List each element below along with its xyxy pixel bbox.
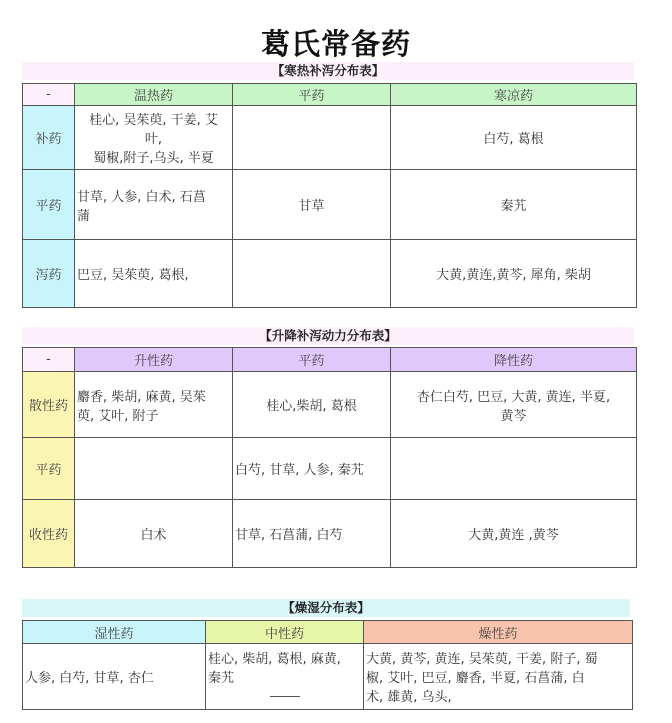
cell-line: 叶, <box>144 132 163 147</box>
table-row <box>23 500 637 568</box>
table-cell <box>391 438 637 500</box>
cell-line: 椒, 艾叶, 巴豆, 麝香, 半夏, 石菖蒲, 白 <box>366 671 585 686</box>
table-cell <box>206 644 364 710</box>
cell-line: 甘草 <box>298 199 325 214</box>
cell-line: 大黄, 黄芩, 黄连, 吴茱萸, 干姜, 附子, 蜀 <box>366 652 598 667</box>
column-header-neutral: 平药 <box>233 348 391 372</box>
table1-title: 【寒热补泻分布表】 <box>22 62 634 80</box>
row-header-tonify: 补药 <box>23 106 75 170</box>
table-row <box>23 240 637 308</box>
column-header-neutral: 中性药 <box>206 621 364 644</box>
table-cell <box>75 500 233 568</box>
cold-heat-table <box>22 83 637 308</box>
cell-line: 大黄,黄连,黄芩, 犀角, 柴胡 <box>436 268 591 283</box>
table-cell <box>233 106 391 170</box>
table-cell <box>23 644 206 710</box>
table-cell <box>233 372 391 438</box>
column-header-cold: 寒凉药 <box>391 84 637 106</box>
table-row <box>23 438 637 500</box>
column-header-damp: 湿性药 <box>23 621 206 644</box>
table-cell <box>233 500 391 568</box>
cell-line: 大黄,黄连 ,黄芩 <box>468 528 559 543</box>
table2-title: 【升降补泻动力分布表】 <box>22 327 634 345</box>
column-header-warm: 温热药 <box>75 84 233 106</box>
table-header-row <box>23 348 637 372</box>
table-cell <box>233 240 391 308</box>
dry-damp-table <box>22 620 633 710</box>
table-header-row <box>23 621 633 644</box>
cell-line: 巴豆, 吴茱萸, 葛根, <box>77 268 189 283</box>
cell-line: 麝香, 柴胡, 麻黄, 吴茱 <box>77 389 206 405</box>
table-cell <box>233 170 391 240</box>
column-header-ascending: 升性药 <box>75 348 233 372</box>
cell-line: 蒲 <box>77 208 91 224</box>
cell-line: 甘草, 石菖蒲, 白芍 <box>235 528 343 543</box>
table-cell <box>391 500 637 568</box>
row-header-dispersing: 散性药 <box>23 372 75 438</box>
cell-line: 萸, 艾叶, 附子 <box>77 408 159 424</box>
cell-line: 白芍, 甘草, 人参, 秦艽 <box>235 463 364 478</box>
table-row <box>23 106 637 170</box>
row-header-purge: 泻药 <box>23 240 75 308</box>
table-cell <box>391 106 637 170</box>
cell-line: 秦艽 <box>208 671 235 686</box>
table-cell <box>391 240 637 308</box>
corner-cell: - <box>23 348 75 372</box>
row-header-astringent: 收性药 <box>23 500 75 568</box>
cell-line: 秦艽 <box>500 199 527 214</box>
cell-line: 术, 雄黄, 乌头, <box>366 690 452 705</box>
column-header-neutral: 平药 <box>233 84 391 106</box>
row-header-neutral: 平药 <box>23 170 75 240</box>
cell-line: 杏仁白芍, 巴豆, 大黄, 黄连, 半夏, <box>416 390 611 405</box>
table-cell <box>391 372 637 438</box>
table-cell <box>75 240 233 308</box>
table-row <box>23 372 637 438</box>
table-cell <box>75 106 233 170</box>
cell-line: 人参, 白芍, 甘草, 杏仁 <box>25 671 154 686</box>
table-cell <box>75 438 233 500</box>
cell-line: 黄芩 <box>500 409 527 424</box>
cell-line: 桂心, 吴茱萸, 干姜, 艾 <box>89 113 218 128</box>
table-header-row <box>23 84 637 106</box>
cell-line: 蜀椒,附子,乌头, 半夏 <box>93 151 214 166</box>
table-cell <box>75 372 233 438</box>
ascend-descend-table <box>22 347 637 568</box>
column-header-descending: 降性药 <box>391 348 637 372</box>
table-row <box>23 170 637 240</box>
table-cell <box>364 644 633 710</box>
column-header-dry: 燥性药 <box>364 621 633 644</box>
table3-title: 【燥湿分布表】 <box>22 599 630 617</box>
cell-line: 白术 <box>140 528 167 543</box>
corner-cell: - <box>23 84 75 106</box>
table-cell <box>391 170 637 240</box>
underline-mark <box>208 686 361 701</box>
cell-line: 白芍, 葛根 <box>483 132 544 147</box>
cell-line: 桂心,柴胡, 葛根 <box>266 399 357 414</box>
cell-line: 甘草, 人参, 白术, 石菖 <box>77 189 206 205</box>
page-title: 葛氏常备药 <box>260 27 411 61</box>
table-cell <box>75 170 233 240</box>
table-row <box>23 644 633 710</box>
table-cell <box>233 438 391 500</box>
cell-line: 桂心, 柴胡, 葛根, 麻黄, <box>208 652 341 667</box>
row-header-neutral: 平药 <box>23 438 75 500</box>
